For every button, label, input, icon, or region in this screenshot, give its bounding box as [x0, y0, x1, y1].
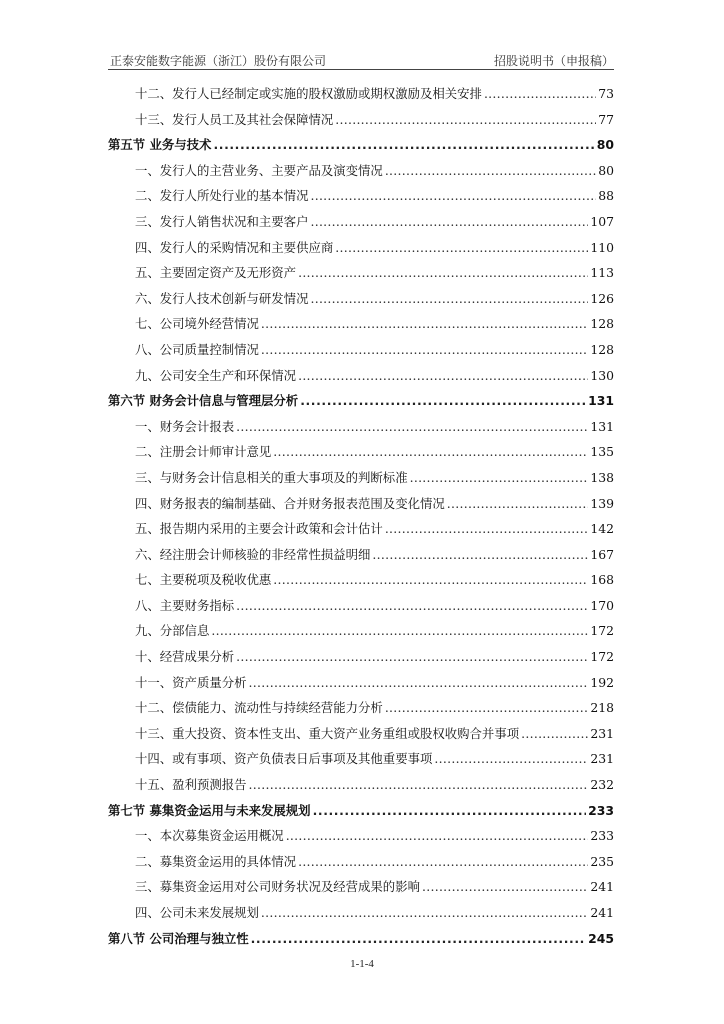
- toc-subsection-entry[interactable]: [108, 238, 614, 264]
- toc-dot-leader: [236, 598, 588, 613]
- toc-dot-leader: [261, 316, 588, 331]
- toc-subsection-entry[interactable]: [108, 263, 614, 289]
- toc-dot-leader: [434, 751, 588, 766]
- toc-entry-page-number: 77: [598, 111, 614, 127]
- toc-dot-leader: [236, 419, 588, 434]
- toc-subsection-entry[interactable]: [108, 442, 614, 468]
- toc-subsection-entry[interactable]: [108, 84, 614, 110]
- toc-entry-title: 五、报告期内采用的主要会计政策和会计估计: [135, 521, 383, 537]
- toc-entry-title: 十三、重大投资、资本性支出、重大资产业务重组或股权收购合并事项: [135, 725, 520, 741]
- toc-dot-leader: [298, 854, 588, 869]
- toc-dot-leader: [249, 675, 589, 690]
- toc-dot-leader: [261, 905, 588, 920]
- page-number: 1-1-4: [350, 958, 374, 970]
- toc-section-entry[interactable]: [108, 929, 614, 955]
- toc-entry-title: 七、主要税项及税收优惠: [135, 572, 272, 588]
- toc-entry-title: 五、主要固定资产及无形资产: [135, 265, 297, 281]
- toc-entry-page-number: 172: [590, 649, 614, 665]
- toc-entry-title: 十、经营成果分析: [135, 649, 235, 665]
- toc-entry-title: 四、公司未来发展规划: [135, 905, 259, 920]
- toc-entry-page-number: 235: [590, 853, 614, 869]
- toc-dot-leader: [447, 496, 589, 511]
- toc-subsection-entry[interactable]: [108, 596, 614, 622]
- toc-dot-leader: [422, 879, 588, 894]
- toc-entry-page-number: 172: [590, 623, 614, 639]
- toc-entry-title: 十二、偿债能力、流动性与持续经营能力分析: [135, 700, 383, 716]
- toc-dot-leader: [313, 803, 587, 818]
- toc-dot-leader: [310, 214, 588, 229]
- toc-section-entry[interactable]: [108, 391, 614, 417]
- toc-entry-title: 二、发行人所处行业的基本情况: [135, 188, 309, 204]
- toc-dot-leader: [385, 163, 596, 178]
- table-of-contents: [108, 84, 614, 954]
- toc-entry-page-number: 80: [596, 137, 614, 153]
- toc-entry-page-number: 131: [588, 393, 614, 409]
- toc-entry-page-number: 167: [590, 546, 614, 562]
- toc-subsection-entry[interactable]: [108, 903, 614, 929]
- toc-entry-title: 九、公司安全生产和环保情况: [135, 367, 297, 383]
- toc-entry-page-number: 142: [590, 521, 614, 537]
- toc-dot-leader: [410, 470, 589, 485]
- toc-entry-title: 第六节 财务会计信息与管理层分析: [108, 393, 299, 409]
- toc-entry-title: 七、公司境外经营情况: [135, 316, 259, 332]
- toc-dot-leader: [310, 291, 588, 306]
- toc-entry-title: 十四、或有事项、资产负债表日后事项及其他重要事项: [135, 751, 433, 767]
- toc-entry-title: 六、发行人技术创新与研发情况: [135, 290, 309, 306]
- toc-entry-page-number: 128: [590, 316, 614, 332]
- toc-entry-page-number: 80: [598, 162, 614, 178]
- toc-entry-page-number: 110: [590, 239, 614, 255]
- toc-entry-title: 第五节 业务与技术: [108, 137, 212, 153]
- toc-dot-leader: [273, 444, 588, 459]
- toc-entry-page-number: 113: [590, 265, 614, 281]
- toc-section-entry[interactable]: [108, 135, 614, 161]
- toc-subsection-entry[interactable]: [108, 724, 614, 750]
- toc-subsection-entry[interactable]: [108, 852, 614, 878]
- toc-entry-title: 第八节 公司治理与独立性: [108, 930, 249, 946]
- toc-dot-leader: [261, 342, 588, 357]
- toc-dot-leader: [484, 86, 596, 101]
- toc-entry-page-number: 130: [590, 367, 614, 383]
- toc-entry-page-number: 232: [590, 777, 614, 793]
- header-divider: [108, 69, 614, 70]
- toc-entry-page-number: 233: [588, 802, 614, 818]
- header-document-type: 招股说明书（申报稿）: [493, 54, 614, 68]
- toc-entry-page-number: 88: [598, 188, 614, 204]
- toc-entry-page-number: 107: [590, 213, 614, 229]
- toc-subsection-entry[interactable]: [108, 545, 614, 571]
- toc-subsection-entry[interactable]: [108, 212, 614, 238]
- toc-entry-title: 八、公司质量控制情况: [135, 341, 259, 357]
- toc-subsection-entry[interactable]: [108, 673, 614, 699]
- toc-subsection-entry[interactable]: [108, 877, 614, 903]
- toc-dot-leader: [310, 188, 596, 203]
- toc-entry-page-number: 126: [590, 290, 614, 306]
- toc-entry-title: 九、分部信息: [135, 623, 210, 639]
- toc-entry-title: 一、财务会计报表: [135, 418, 235, 434]
- page-header: [108, 50, 614, 68]
- toc-dot-leader: [385, 700, 589, 715]
- header-company-name: 正泰安能数字能源（浙江）股份有限公司: [110, 54, 327, 68]
- toc-dot-leader: [236, 649, 588, 664]
- toc-dot-leader: [335, 240, 588, 255]
- toc-entry-title: 十一、资产质量分析: [135, 674, 247, 690]
- toc-entry-title: 十三、发行人员工及其社会保障情况: [135, 111, 334, 127]
- toc-entry-page-number: 192: [590, 674, 614, 690]
- toc-dot-leader: [211, 623, 588, 638]
- toc-entry-title: 一、本次募集资金运用概况: [135, 828, 284, 844]
- toc-entry-title: 八、主要财务指标: [135, 597, 235, 613]
- toc-subsection-entry[interactable]: [108, 647, 614, 673]
- toc-entry-page-number: 218: [590, 700, 614, 716]
- toc-entry-page-number: 138: [590, 469, 614, 485]
- toc-subsection-entry[interactable]: [108, 621, 614, 647]
- toc-entry-page-number: 170: [590, 597, 614, 613]
- toc-dot-leader: [273, 572, 588, 587]
- toc-subsection-entry[interactable]: [108, 110, 614, 136]
- toc-subsection-entry[interactable]: [108, 494, 614, 520]
- toc-subsection-entry[interactable]: [108, 161, 614, 187]
- toc-entry-title: 三、发行人销售状况和主要客户: [135, 213, 309, 229]
- toc-entry-page-number: 245: [588, 930, 614, 946]
- toc-subsection-entry[interactable]: [108, 417, 614, 443]
- toc-entry-title: 三、募集资金运用对公司财务状况及经营成果的影响: [135, 879, 420, 895]
- toc-entry-title: 十五、盈利预测报告: [135, 777, 247, 793]
- toc-entry-title: 二、注册会计师审计意见: [135, 444, 272, 460]
- toc-subsection-entry[interactable]: [108, 775, 614, 801]
- toc-subsection-entry[interactable]: [108, 186, 614, 212]
- toc-entry-page-number: 168: [590, 572, 614, 588]
- toc-subsection-entry[interactable]: [108, 749, 614, 775]
- toc-entry-page-number: 231: [590, 725, 614, 741]
- toc-entry-page-number: 73: [598, 86, 614, 101]
- toc-entry-page-number: 131: [590, 418, 614, 434]
- toc-subsection-entry[interactable]: [108, 519, 614, 545]
- toc-subsection-entry[interactable]: [108, 570, 614, 596]
- toc-subsection-entry[interactable]: [108, 366, 614, 392]
- toc-entry-page-number: 135: [590, 444, 614, 460]
- toc-dot-leader: [213, 137, 594, 152]
- toc-entry-title: 四、财务报表的编制基础、合并财务报表范围及变化情况: [135, 495, 445, 511]
- toc-entry-title: 四、发行人的采购情况和主要供应商: [135, 239, 334, 255]
- toc-entry-title: 一、发行人的主营业务、主要产品及演变情况: [135, 162, 383, 178]
- toc-dot-leader: [298, 265, 588, 280]
- toc-entry-title: 十二、发行人已经制定或实施的股权激励或期权激励及相关安排: [135, 86, 482, 101]
- toc-section-entry[interactable]: [108, 801, 614, 827]
- toc-dot-leader: [249, 777, 589, 792]
- toc-entry-page-number: 128: [590, 341, 614, 357]
- toc-entry-title: 二、募集资金运用的具体情况: [135, 853, 297, 869]
- toc-entry-page-number: 241: [590, 905, 614, 920]
- toc-dot-leader: [372, 547, 588, 562]
- toc-subsection-entry[interactable]: [108, 468, 614, 494]
- toc-entry-title: 第七节 募集资金运用与未来发展规划: [108, 802, 311, 818]
- toc-dot-leader: [298, 368, 588, 383]
- toc-entry-title: 三、与财务会计信息相关的重大事项及的判断标准: [135, 469, 408, 485]
- toc-dot-leader: [335, 112, 596, 127]
- toc-subsection-entry[interactable]: [108, 698, 614, 724]
- toc-entry-page-number: 139: [590, 495, 614, 511]
- toc-entry-page-number: 233: [590, 828, 614, 844]
- toc-dot-leader: [300, 393, 586, 408]
- toc-dot-leader: [385, 521, 589, 536]
- toc-dot-leader: [286, 828, 589, 843]
- toc-entry-title: 六、经注册会计师核验的非经常性损益明细: [135, 546, 371, 562]
- toc-entry-page-number: 231: [590, 751, 614, 767]
- toc-subsection-entry[interactable]: [108, 340, 614, 366]
- toc-subsection-entry[interactable]: [108, 826, 614, 852]
- toc-dot-leader: [251, 931, 587, 946]
- toc-dot-leader: [521, 726, 588, 741]
- toc-subsection-entry[interactable]: [108, 289, 614, 315]
- toc-subsection-entry[interactable]: [108, 314, 614, 340]
- toc-entry-page-number: 241: [590, 879, 614, 895]
